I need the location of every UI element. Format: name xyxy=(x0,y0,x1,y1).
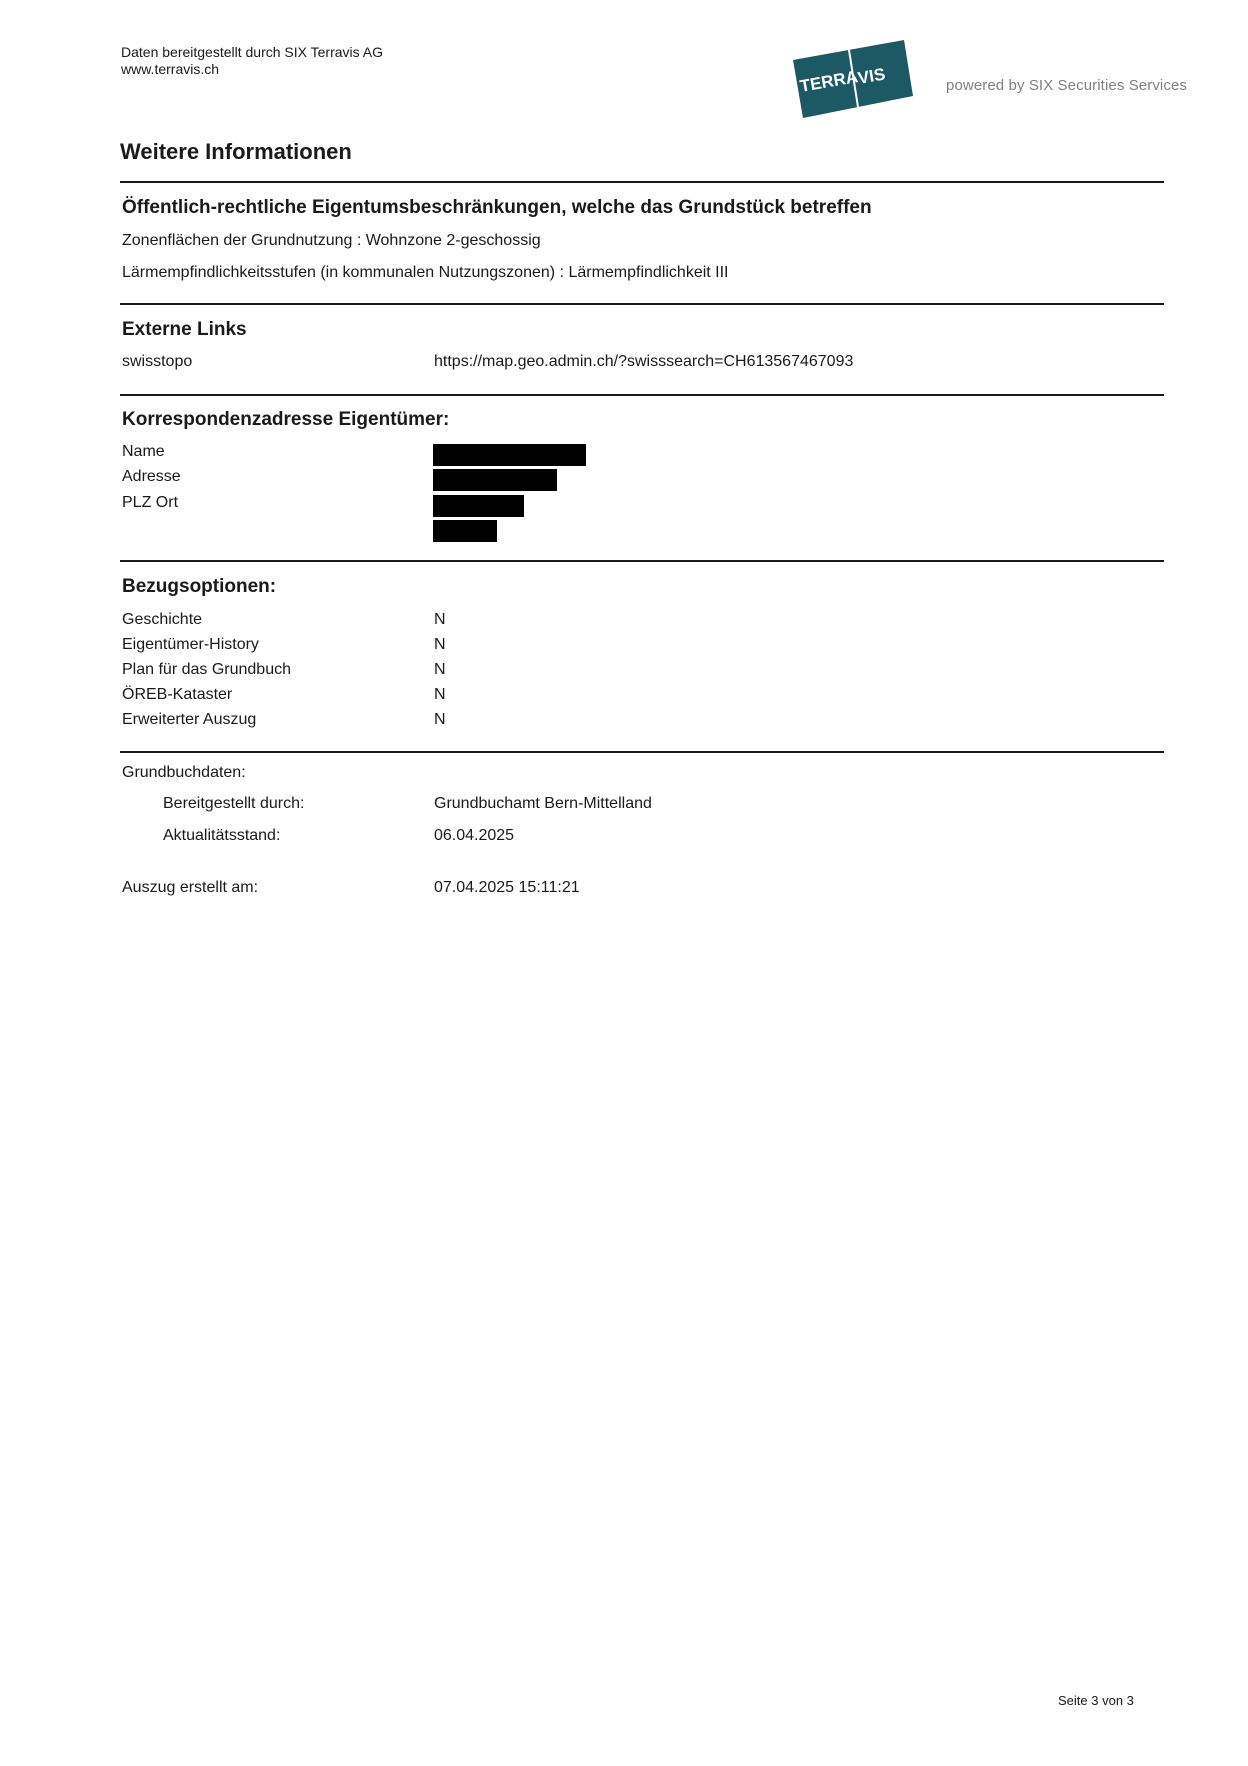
swisstopo-link[interactable]: https://map.geo.admin.ch/?swisssearch=CH613567467093 xyxy=(434,353,854,370)
restriction-line: Lärmempfindlichkeitsstufen (in kommunalen Nutzungszonen) : Lärmempfindlichkeit III xyxy=(122,264,729,281)
land-registry-label: Grundbuchdaten: xyxy=(122,764,246,781)
redaction-bar xyxy=(433,520,497,542)
logo-text-right: VIS xyxy=(856,64,887,88)
option-label: Eigentümer-History xyxy=(122,636,259,653)
owner-address-title: Korrespondenzadresse Eigentümer: xyxy=(122,409,450,430)
option-value: N xyxy=(434,686,446,703)
option-value: N xyxy=(434,661,446,678)
divider xyxy=(120,181,1164,183)
terravis-logo xyxy=(793,36,929,124)
provider-line-1: Daten bereitgestellt durch SIX Terravis AG xyxy=(121,44,383,60)
divider xyxy=(120,560,1164,562)
provided-by-label: Bereitgestellt durch: xyxy=(163,795,305,812)
option-value: N xyxy=(434,636,446,653)
redaction-bar xyxy=(433,444,586,466)
provider-url: www.terravis.ch xyxy=(121,61,220,77)
divider xyxy=(120,394,1164,396)
logo-text-left: TERRA xyxy=(798,67,860,96)
redaction-bar xyxy=(433,469,557,491)
external-links-title: Externe Links xyxy=(122,319,247,340)
created-label: Auszug erstellt am: xyxy=(122,879,259,896)
page-title: Weitere Informationen xyxy=(120,139,352,164)
option-label: Geschichte xyxy=(122,611,203,628)
powered-by: powered by SIX Securities Services xyxy=(946,77,1188,94)
restriction-line: Zonenflächen der Grundnutzung : Wohnzone 2-geschossig xyxy=(122,232,541,249)
page-number: Seite 3 von 3 xyxy=(1058,1693,1134,1708)
status-label: Aktualitätsstand: xyxy=(163,827,281,844)
owner-address-label: Adresse xyxy=(122,468,181,485)
options-title: Bezugsoptionen: xyxy=(122,576,277,597)
link-label: swisstopo xyxy=(122,353,193,370)
owner-name-label: Name xyxy=(122,443,165,460)
option-label: Erweiterter Auszug xyxy=(122,711,257,728)
option-value: N xyxy=(434,711,446,728)
status-value: 06.04.2025 xyxy=(434,827,515,844)
divider xyxy=(120,303,1164,305)
option-label: Plan für das Grundbuch xyxy=(122,661,291,678)
option-value: N xyxy=(434,611,446,628)
restrictions-title: Öffentlich-rechtliche Eigentumsbeschränkungen, welche das Grundstück betreffen xyxy=(122,197,872,218)
created-value: 07.04.2025 15:11:21 xyxy=(434,879,580,896)
option-label: ÖREB-Kataster xyxy=(122,686,233,703)
owner-city-label: PLZ Ort xyxy=(122,494,179,511)
provided-by-value: Grundbuchamt Bern-Mittelland xyxy=(434,795,652,812)
redaction-bar xyxy=(433,495,524,517)
divider xyxy=(120,751,1164,753)
